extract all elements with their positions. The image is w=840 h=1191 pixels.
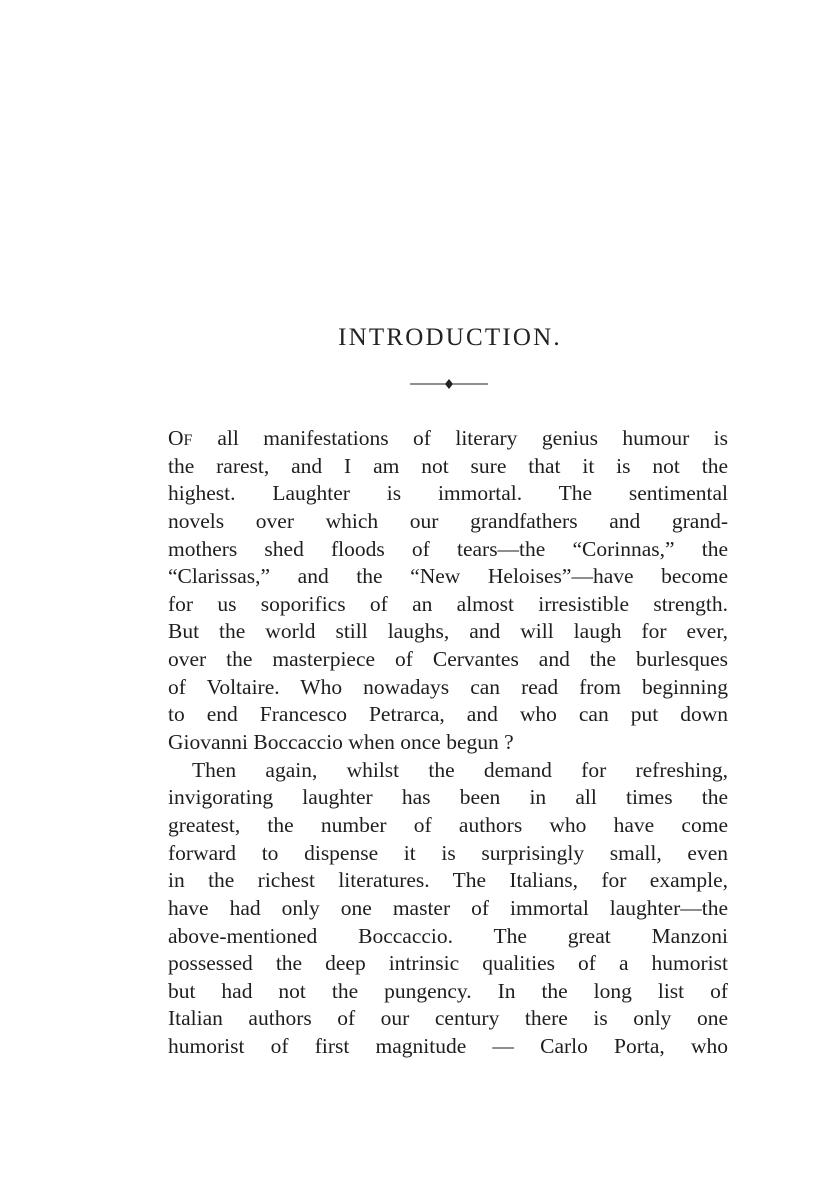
text-line-13: Then again, whilst the demand for refreshing, xyxy=(192,757,728,782)
text-line-8: But the world still laughs, and will laugh for ever, xyxy=(168,619,728,644)
text-line-22: Italian authors of our century there is only one xyxy=(168,1006,728,1031)
line-1-text: all manifestations of literary genius humour is xyxy=(192,426,728,450)
text-line-3: highest. Laughter is immortal. The sentimental xyxy=(168,481,728,506)
chapter-heading: INTRODUCTION. xyxy=(338,324,562,351)
text-line-9: over the masterpiece of Cervantes and the burlesques xyxy=(168,647,728,672)
text-line-4: novels over which our grandfathers and grand- xyxy=(168,508,728,533)
text-line-16: forward to dispense it is surprisingly small, even xyxy=(168,840,728,865)
text-line-23: humorist of first magnitude — Carlo Porta, who xyxy=(168,1034,728,1059)
text-line-6: “Clarissas,” and the “New Heloises”—have become xyxy=(168,564,728,589)
text-line-2: the rarest, and I am not sure that it is not the xyxy=(168,453,728,478)
text-line-10: of Voltaire. Who nowadays can read from beginning xyxy=(168,674,728,699)
small-caps-rest: F xyxy=(183,432,193,449)
text-line-20: possessed the deep intrinsic qualities of a humorist xyxy=(168,951,728,976)
ornament-divider-icon xyxy=(410,377,488,391)
text-line-15: greatest, the number of authors who have come xyxy=(168,812,728,837)
text-line-21: but had not the pungency. In the long list of xyxy=(168,978,728,1003)
text-line-11: to end Francesco Petrarca, and who can put down xyxy=(168,702,728,727)
text-line-5: mothers shed floods of tears—the “Corinnas,” the xyxy=(168,536,728,561)
body-text xyxy=(168,425,728,1061)
text-line-17: in the richest literatures. The Italians, for example, xyxy=(168,868,728,893)
text-line-14: invigorating laughter has been in all times the xyxy=(168,785,728,810)
drop-initial: O xyxy=(168,426,184,450)
text-line-1 xyxy=(168,425,728,453)
text-line-7: for us soporifics of an almost irresistible strength. xyxy=(168,591,728,616)
text-line-12: Giovanni Boccaccio when once begun ? xyxy=(168,730,514,755)
text-line-19: above-mentioned Boccaccio. The great Manzoni xyxy=(168,923,728,948)
text-line-18: have had only one master of immortal laughter—the xyxy=(168,895,728,920)
